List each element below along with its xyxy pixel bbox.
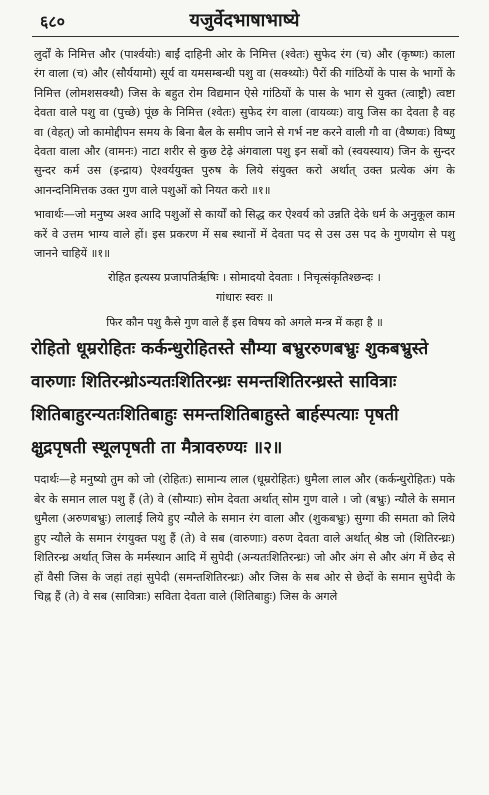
page-number: ६८०	[40, 12, 65, 31]
mantra-intro-line: फिर कौन पशु कैसे गुण वाले हैं इस विषय को अगले मन्त्र में कहा है ॥	[106, 316, 383, 330]
running-title: यजुर्वेदभाषाभाष्ये	[189, 10, 300, 31]
header-rule	[32, 36, 459, 37]
padartha-paragraph: पदार्थः—हे मनुष्यो तुम को जो (रोहितः) सामान्य लाल (धूम्ररोहितः) धुमैला लाल और (कर्कन्धुरोहितः) पके बेर के समान लाल पशु हैं (ते) वे (सौम्याः) सोम देवता अर्थात् सोम गुण वाले । जो (बभ्रुः) न्यौले के समान धुमैला (अरुणबभ्रुः) लालाई लिये हुए न्यौले के समान रंग वाला और (शुकबभ्रुः) सुग्गा की समता को लिये हुए न्यौले के समान रंगयुक्त पशु हैं (ते) वे सब (वारुणाः) वरुण देवता वाले अर्थात् श्रेष्ठ जो (शितिरन्ध्रः) शितिरन्ध्र अर्थात् जिस के मर्मस्थान आदि में सुपेदी (अन्यतःशितिरन्ध्रः) जो और अंग से और अंग में छेद से हों वैसी जिस के जहां तहां सुपेदी (समन्तशितिरन्ध्रः) और जिस के सब ओर से छेदों के समान सुपेदी के चिह्न हैं (ते) वे सब (सावित्राः) सविता देवता वाले (शितिबाहुः) जिस के अगले	[34, 473, 455, 603]
mantra-svara-line: गांधारः स्वरः ॥	[215, 291, 274, 305]
mantra-verse: रोहितो धूम्ररोहितः कर्कन्धुरोहितस्ते सौम्या बभ्रुररुणबभ्रुः शुकबभ्रुस्ते वारुणाः शितिरन्ध्रोऽन्यतःशितिरन्ध्रः समन्तशितिरन्ध्रस्ते सावित्राः शितिबाहुरन्यतःशितिबाहुः समन्तशितिबाहुस्ते बार्हस्पत्याः पृषती क्षुद्रपृषती स्थूलपृषती ता मैत्रावरुण्यः ॥२॥	[31, 339, 429, 459]
page-header	[0, 0, 489, 46]
bhavartha-paragraph: भावार्थः—जो मनुष्य अश्व आदि पशुओं से कार्यों को सिद्ध कर ऐश्वर्य को उन्नति देके धर्म के अनुकूल काम करें वे उत्तम भाग्य वाले हों। इस प्रकरण में सब स्थानों में देवता पद से उस उस पद के गुणयोग से पशु जानने चाहियें ॥१॥	[34, 208, 455, 261]
mantra-meta-line: रोहित इत्यस्य प्रजापतिर्ऋषिः । सोमादयो देवताः । निचृत्संकृतिश्छन्दः ।	[108, 271, 381, 285]
padartha-continued-paragraph: लुर्दों के निमित्त और (पार्श्वयोः) बाईं दाहिनी ओर के निमित्त (श्वेतः) सुफेद रंग (च) और (कृष्णः) काला रंग वाला (च) और (सौर्ययामो) सूर्य वा यमसम्बन्धी पशु वा (सक्थ्योः) पैरों की गांठियों के पास के भागों के निमित्त (लोमशसक्थौ) जिस के बहुत रोम विद्यमान ऐसे गांठियों के पास के भाग से युक्त (त्वाष्ट्रौ) त्वष्टा देवता वाले पशु वा (पुच्छे) पूंछ के निमित्त (श्वेतः) सुफेद रंग वाला (वायव्यः) वायु जिस का देवता है वह वा (वेहत्) जो कामोद्दीपन समय के बिना बैल के समीप जाने से गर्भ नष्ट करने वाली गौ वा (वैष्णवः) विष्णु देवता वाला और (वामनः) नाटा शरीर से कुछ टेढ़े अंगवाला पशु इन सबों को (स्वयस्याय) जिन के सुन्दर सुन्दर कर्म उस (इन्द्राय) ऐश्वर्ययुक्त पुरुष के लिये संयुक्त करो अर्थात् उक्त प्रत्येक अंग के आनन्दनिमित्तक उक्त गुण वाले पशुओं को नियत करो ॥१॥	[34, 48, 455, 197]
page-body	[31, 45, 455, 606]
